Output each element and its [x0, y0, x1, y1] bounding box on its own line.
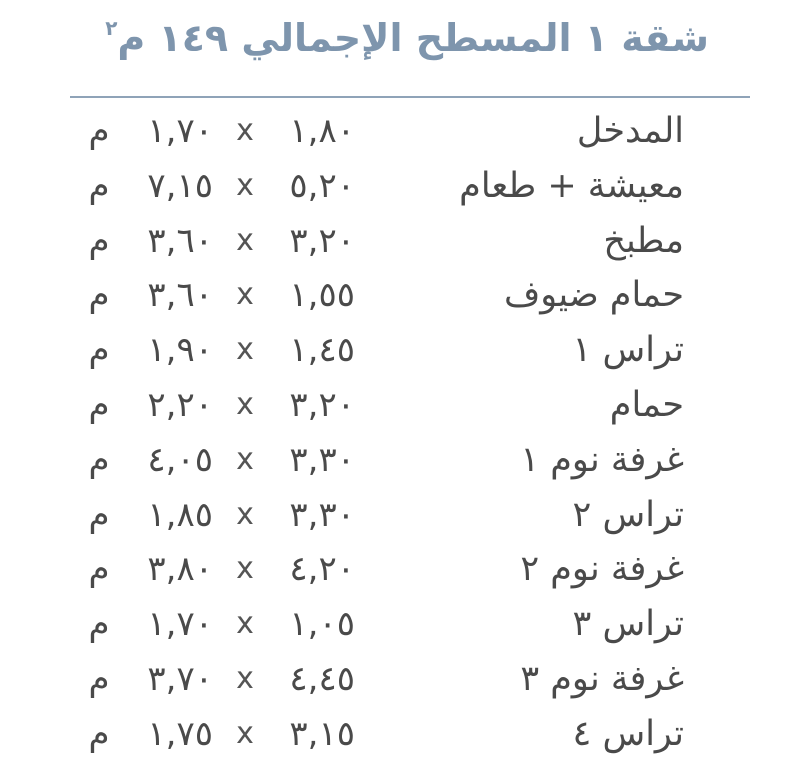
unit-label: م [88, 658, 110, 699]
room-dimension-2: ١,٧٥ [147, 713, 213, 754]
times-sign: x [236, 496, 254, 532]
room-name: تراس ٢ [572, 494, 684, 535]
unit-label: م [88, 330, 110, 371]
title-superscript: ٢ [105, 16, 118, 40]
room-name: غرفة نوم ١ [520, 439, 684, 480]
room-row [0, 159, 799, 214]
unit-label: م [88, 713, 110, 754]
times-sign: x [236, 386, 254, 422]
room-name: حمام [609, 384, 684, 425]
room-row [0, 268, 799, 323]
room-name: معيشة + طعام [459, 165, 684, 206]
unit-label: م [88, 494, 110, 535]
room-dimension-2: ١,٧٠ [147, 111, 213, 151]
room-name: تراس ٤ [572, 713, 684, 754]
room-dimension-1: ٤,٤٥ [289, 658, 355, 699]
room-row [0, 652, 799, 707]
unit-label: م [88, 275, 110, 316]
room-dimension-2: ٣,٦٠ [147, 220, 213, 261]
room-name: المدخل [576, 111, 684, 151]
room-name: تراس ١ [572, 330, 684, 371]
unit-label: م [88, 439, 110, 480]
room-row [0, 104, 799, 159]
room-dimension-1: ١,٤٥ [289, 330, 355, 371]
room-row [0, 597, 799, 652]
room-dimension-2: ١,٧٠ [147, 604, 213, 645]
room-dimension-2: ٣,٧٠ [147, 658, 213, 699]
room-dimension-2: ٣,٦٠ [147, 275, 213, 316]
room-dimension-2: ٤,٠٥ [147, 439, 213, 480]
room-dimension-2: ٣,٨٠ [147, 549, 213, 590]
room-dimensions-list [0, 104, 799, 762]
room-dimension-1: ٤,٢٠ [289, 549, 355, 590]
room-dimension-1: ١,٥٥ [289, 275, 355, 316]
room-dimension-1: ٣,١٥ [289, 713, 355, 754]
unit-label: م [88, 604, 110, 645]
room-row [0, 378, 799, 433]
room-dimension-1: ١,٠٥ [289, 604, 355, 645]
room-dimension-1: ٣,٣٠ [289, 439, 355, 480]
times-sign: x [236, 551, 254, 587]
times-sign: x [236, 441, 254, 477]
room-row [0, 707, 799, 762]
room-name: حمام ضيوف [504, 275, 684, 316]
room-dimension-2: ٢,٢٠ [147, 384, 213, 425]
times-sign: x [236, 222, 254, 258]
room-dimension-2: ١,٨٥ [147, 494, 213, 535]
times-sign: x [236, 715, 254, 751]
unit-label: م [88, 165, 110, 206]
room-dimension-2: ٧,١٥ [147, 165, 213, 206]
times-sign: x [236, 606, 254, 642]
header-divider [70, 96, 750, 98]
room-dimension-1: ١,٨٠ [289, 111, 355, 151]
unit-label: م [88, 111, 110, 151]
room-row [0, 214, 799, 269]
room-dimension-1: ٣,٢٠ [289, 384, 355, 425]
times-sign: x [236, 277, 254, 313]
unit-label: م [88, 549, 110, 590]
room-name: غرفة نوم ٣ [520, 658, 684, 699]
title-text: شقة ١ المسطح الإجمالي ١٤٩ م [117, 16, 709, 60]
times-sign: x [236, 660, 254, 696]
room-dimension-1: ٣,٣٠ [289, 494, 355, 535]
times-sign: x [236, 167, 254, 203]
room-dimension-2: ١,٩٠ [147, 330, 213, 371]
room-name: مطبخ [603, 220, 684, 261]
unit-label: م [88, 384, 110, 425]
times-sign: x [236, 332, 254, 368]
room-row [0, 323, 799, 378]
room-row [0, 433, 799, 488]
unit-label: م [88, 220, 110, 261]
room-row [0, 542, 799, 597]
times-sign: x [236, 113, 254, 148]
room-dimension-1: ٣,٢٠ [289, 220, 355, 261]
page-title [105, 16, 709, 60]
room-name: تراس ٣ [572, 604, 684, 645]
room-name: غرفة نوم ٢ [520, 549, 684, 590]
room-dimension-1: ٥,٢٠ [289, 165, 355, 206]
room-row [0, 488, 799, 543]
